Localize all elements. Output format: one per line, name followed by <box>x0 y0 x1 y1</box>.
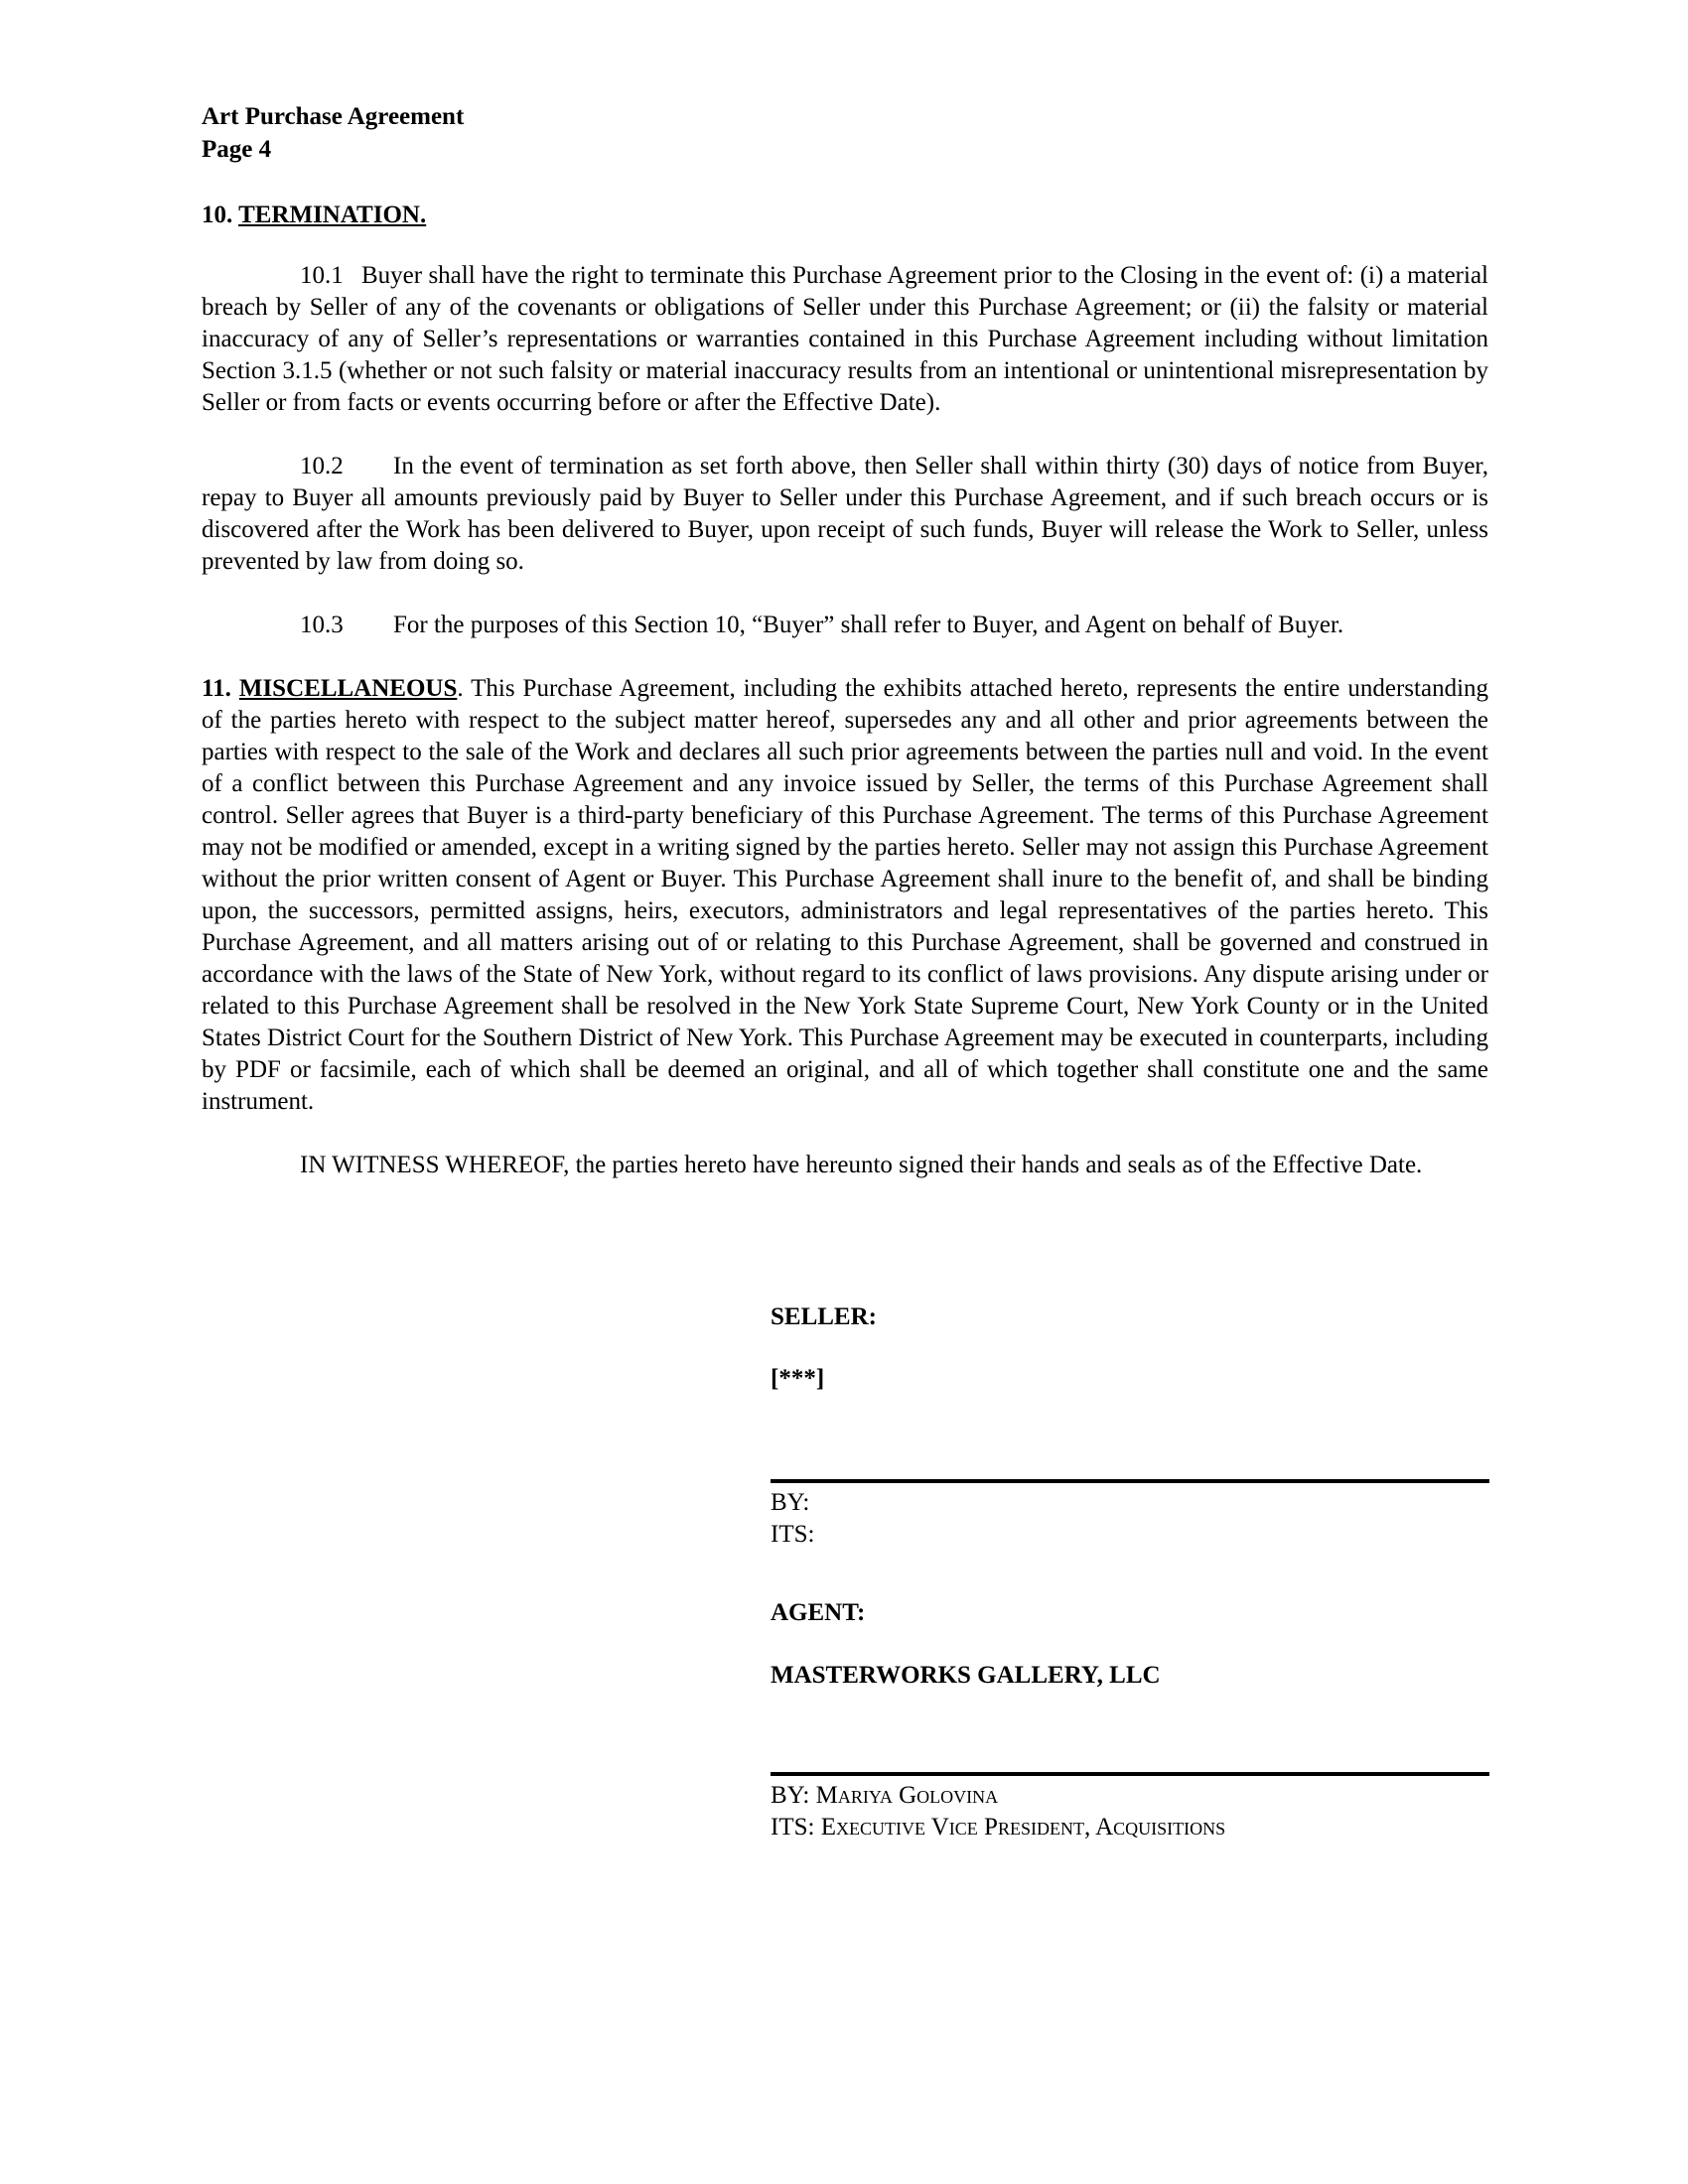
witness-clause: IN WITNESS WHEREOF, the parties hereto have hereunto signed their hands and seals as of the Effective Date. <box>300 1152 1423 1178</box>
section-10-title: TERMINATION. <box>238 202 427 228</box>
clause-10-2 <box>202 451 1488 578</box>
section-11-title: MISCELLANEOUS <box>238 675 458 702</box>
section-11-heading <box>202 675 457 702</box>
agent-by: BY: Mariya Golovina <box>771 1782 999 1809</box>
section-11-number: 11. <box>202 675 231 702</box>
clause-10-3-text: For the purposes of this Section 10, “Buyer” shall refer to Buyer, and Agent on behalf of Buyer. <box>393 612 1344 638</box>
page-number: Page 4 <box>202 136 272 163</box>
page-header <box>202 100 464 166</box>
document-body <box>202 200 1488 1181</box>
agent-name: MASTERWORKS GALLERY, LLC <box>771 1662 1161 1689</box>
seller-name: [***] <box>771 1365 825 1392</box>
agent-signature-line <box>771 1772 1489 1776</box>
clause-10-2-text: In the event of termination as set forth above, then Seller shall within thirty (30) days of notice from Buyer, repay to Buyer all amounts previously paid by Buyer to Seller under this Purchase Agreement, and if such breach occurs or is discovered after the Work has been delivered to Buyer, upon receipt of such funds, Buyer will release the Work to Seller, unless prevented by law from doing so. <box>202 453 1488 575</box>
document-title: Art Purchase Agreement <box>202 103 465 130</box>
clause-10-1 <box>202 260 1488 419</box>
agent-its: ITS: Executive Vice President, Acquisitions <box>771 1814 1226 1841</box>
clause-10-3-number: 10.3 <box>300 612 344 638</box>
clause-10-1-text: Buyer shall have the right to terminate this Purchase Agreement prior to the Closing in the event of: (i) a material breach by Seller of any of the covenants or obligations of Seller under this Purchase Agreement; or (ii) the falsity or material inaccuracy of any of Seller’s representations or warranties contained in this Purchase Agreement including without limitation Section 3.1.5 (whether or not such falsity or material inaccuracy results from an intentional or unintentional misrepresentation by Seller or from facts or events occurring before or after the Effective Date). <box>202 262 1488 416</box>
clause-10-2-number: 10.2 <box>300 453 344 479</box>
section-11 <box>202 673 1488 1118</box>
section-10-heading <box>202 200 1488 231</box>
clause-10-3 <box>202 610 1488 641</box>
seller-label: SELLER: <box>771 1303 877 1330</box>
section-10-number: 10. <box>202 202 233 228</box>
agent-label: AGENT: <box>771 1599 866 1626</box>
section-11-text: . This Purchase Agreement, including the exhibits attached hereto, represents the entire understanding of the parties hereto with respect to the subject matter hereof, supersedes any and all other and prior agreements between the parties with respect to the sale of the Work and declares all such prior agreements between the parties null and void. In the event of a conflict between this Purchase Agreement and any invoice issued by Seller, the terms of this Purchase Agreement shall control. Seller agrees that Buyer is a third-party beneficiary of this Purchase Agreement. The terms of this Purchase Agreement may not be modified or amended, except in a writing signed by the parties hereto. Seller may not assign this Purchase Agreement without the prior written consent of Agent or Buyer. This Purchase Agreement shall inure to the benefit of, and shall be binding upon, the successors, permitted assigns, heirs, executors, administrators and legal representatives of the parties hereto. This Purchase Agreement, and all matters arising out of or relating to this Purchase Agreement, shall be governed and construed in accordance with the laws of the State of New York, without regard to its conflict of laws provisions. Any dispute arising under or related to this Purchase Agreement shall be resolved in the New York State Supreme Court, New York County or in the United States District Court for the Southern District of New York. This Purchase Agreement may be executed in counterparts, including by PDF or facsimile, each of which shall be deemed an original, and all of which together shall constitute one and the same instrument. <box>202 675 1489 1115</box>
seller-signature-block <box>771 1301 1489 1551</box>
seller-by: BY: <box>771 1489 810 1516</box>
seller-its: ITS: <box>771 1521 815 1548</box>
clause-10-1-number: 10.1 <box>300 262 344 289</box>
seller-signature-line <box>771 1479 1489 1483</box>
agent-signature-block <box>771 1597 1489 1843</box>
